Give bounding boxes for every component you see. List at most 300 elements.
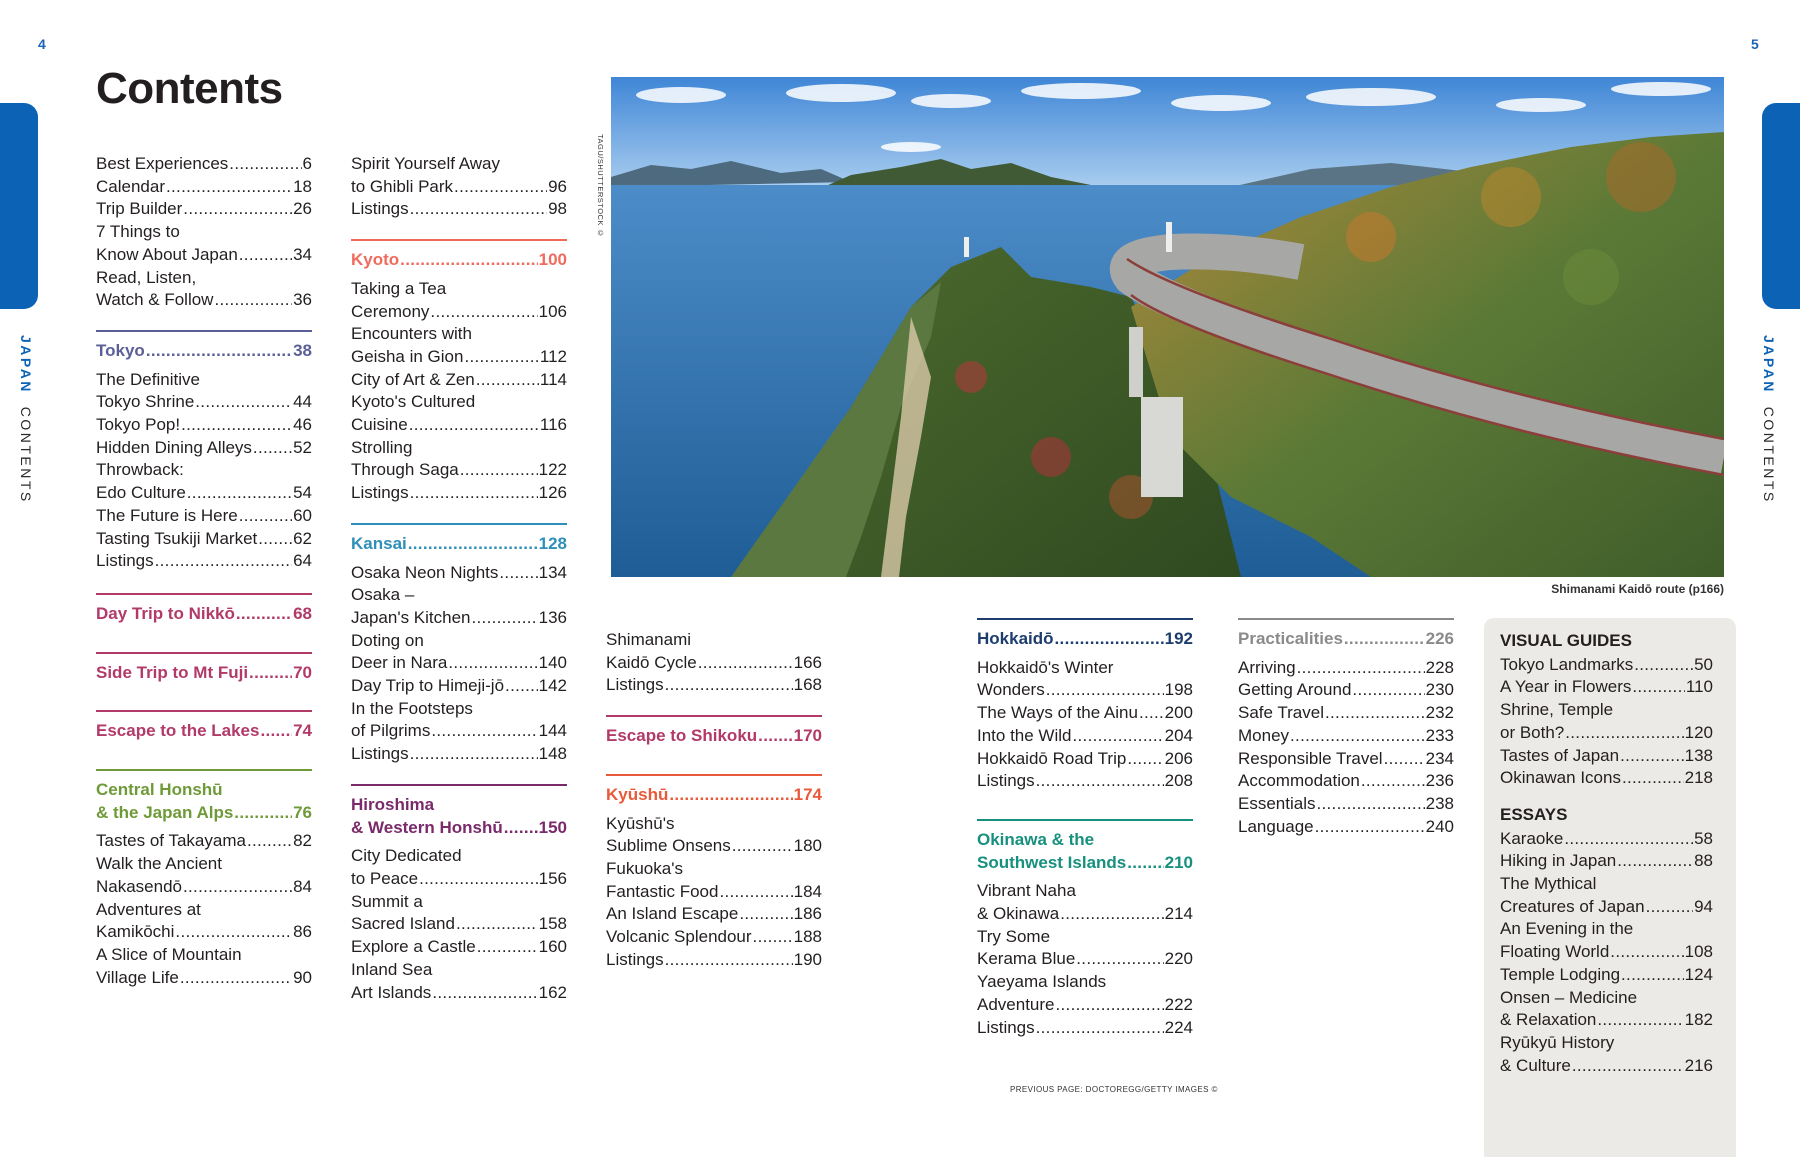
dot-leader	[1127, 852, 1163, 875]
toc-entry[interactable]	[351, 607, 567, 630]
section-item-list	[96, 369, 312, 573]
dot-leader	[430, 301, 537, 324]
toc-entry-title: Kaidō Cycle	[606, 652, 697, 672]
toc-entry[interactable]	[1500, 767, 1713, 790]
dot-leader	[1076, 948, 1163, 971]
toc-entry-page: 100	[538, 250, 567, 270]
toc-entry-page: 240	[1425, 816, 1454, 836]
toc-entry[interactable]	[1238, 702, 1454, 725]
toc-entry-title: Sacred Island	[351, 914, 455, 934]
toc-entry-title: Listings	[606, 949, 664, 969]
toc-entry-page: 180	[793, 836, 822, 856]
dot-leader	[1597, 1009, 1683, 1032]
toc-entry[interactable]	[351, 198, 567, 221]
toc-entry-page: 170	[793, 726, 822, 746]
toc-entry[interactable]	[977, 679, 1193, 702]
toc-line: Kyoto's Cultured	[351, 392, 476, 412]
dot-leader	[1352, 679, 1424, 702]
toc-entry[interactable]	[96, 482, 312, 505]
toc-entry[interactable]	[351, 982, 567, 1005]
toc-entry-page: 128	[538, 533, 567, 553]
toc-entry-page: 126	[538, 483, 567, 503]
dot-leader	[1572, 1055, 1684, 1078]
toc-entry-title: The Ways of the Ainu	[977, 703, 1138, 723]
toc-entry-title: Ceremony	[351, 301, 430, 321]
hero-photo	[611, 77, 1724, 577]
toc-entry-page: 134	[538, 562, 567, 582]
dot-leader	[454, 176, 547, 199]
toc-entry-title: Osaka Neon Nights	[351, 562, 499, 582]
section-heading[interactable]	[96, 603, 312, 626]
toc-entry-page: 44	[293, 392, 312, 412]
toc-entry[interactable]	[351, 301, 567, 324]
toc-line: Inland Sea	[351, 959, 433, 979]
toc-line: Onsen – Medicine	[1500, 987, 1638, 1007]
toc-entry[interactable]	[977, 770, 1193, 793]
dot-leader	[504, 817, 538, 840]
section-heading[interactable]	[96, 720, 312, 743]
toc-entry[interactable]	[977, 852, 1193, 875]
page-number-left: 4	[38, 36, 46, 52]
toc-entry-title: Escape to Shikoku	[606, 726, 758, 746]
toc-line: In the Footsteps	[351, 698, 473, 718]
dot-leader	[419, 868, 538, 891]
dot-leader	[187, 482, 292, 505]
toc-entry[interactable]	[351, 249, 567, 272]
toc-entry[interactable]	[96, 720, 312, 743]
toc-entry[interactable]	[96, 662, 312, 685]
toc-entry[interactable]	[977, 702, 1193, 725]
toc-line: Throwback:	[96, 460, 184, 480]
dot-leader	[1073, 725, 1164, 748]
dot-leader	[260, 720, 292, 743]
toc-line: Doting on	[351, 630, 424, 650]
toc-entry-page: 188	[793, 927, 822, 947]
section-fuji[interactable]	[96, 652, 312, 685]
toc-entry-page: 158	[538, 914, 567, 934]
dot-leader	[409, 414, 539, 437]
toc-entry[interactable]	[351, 533, 567, 556]
toc-entry[interactable]	[96, 921, 312, 944]
toc-entry-title: Safe Travel	[1238, 703, 1324, 723]
toc-entry[interactable]	[351, 720, 567, 743]
toc-entry-page: 68	[293, 603, 312, 623]
dot-leader	[258, 528, 292, 551]
toc-entry[interactable]	[351, 414, 567, 437]
toc-entry[interactable]	[96, 550, 312, 573]
toc-entry[interactable]	[96, 244, 312, 267]
toc-entry[interactable]	[1500, 941, 1713, 964]
section-heading[interactable]	[606, 725, 822, 748]
section-kansai[interactable]	[351, 523, 567, 766]
toc-entry-title: Tasting Tsukiji Market	[96, 528, 258, 548]
toc-entry-page: 234	[1425, 748, 1454, 768]
toc-entry[interactable]	[96, 391, 312, 414]
toc-entry[interactable]	[96, 153, 312, 176]
dot-leader	[1297, 657, 1425, 680]
toc-entry-page: 60	[293, 505, 312, 525]
section-okinawa[interactable]	[977, 819, 1193, 1039]
section-heading[interactable]	[96, 779, 312, 824]
toc-entry[interactable]	[96, 528, 312, 551]
toc-entry-page: 26	[293, 199, 312, 219]
toc-entry[interactable]	[351, 743, 567, 766]
dot-leader	[1564, 828, 1693, 851]
toc-entry-page: 98	[548, 199, 567, 219]
toc-entry[interactable]	[96, 289, 312, 312]
toc-entry-title: Sublime Onsens	[606, 836, 731, 856]
section-nikko[interactable]	[96, 593, 312, 626]
toc-entry-page: 198	[1164, 680, 1193, 700]
toc-entry[interactable]	[351, 346, 567, 369]
toc-entry-title: Tokyo	[96, 340, 145, 360]
dot-leader	[1316, 793, 1424, 816]
toc-entry[interactable]	[1500, 896, 1713, 919]
toc-entry-title: Okinawan Icons	[1500, 768, 1621, 788]
toc-entry-title: Day Trip to Himeji-jō	[351, 676, 505, 696]
toc-entry-title: Essentials	[1238, 793, 1316, 813]
toc-entry-page: 186	[793, 904, 822, 924]
toc-line: Shrine, Temple	[1500, 700, 1614, 720]
toc-entry[interactable]	[351, 868, 567, 891]
section-heading-line: Central Honshū	[96, 780, 223, 800]
toc-entry[interactable]	[606, 881, 822, 904]
toc-entry-title: Creatures of Japan	[1500, 896, 1645, 916]
toc-entry-title: Temple Lodging	[1500, 964, 1621, 984]
toc-entry-title: Kansai	[351, 533, 407, 553]
toc-entry[interactable]	[96, 876, 312, 899]
toc-entry[interactable]	[1500, 654, 1713, 677]
toc-entry[interactable]	[1500, 828, 1713, 851]
toc-entry[interactable]	[1238, 770, 1454, 793]
dot-leader	[1344, 628, 1425, 651]
section-item-list	[96, 830, 312, 989]
toc-entry-title: Language	[1238, 816, 1314, 836]
toc-line: City Dedicated	[351, 846, 462, 866]
section-heading[interactable]	[977, 628, 1193, 651]
side-label-country: JAPAN	[18, 335, 34, 394]
toc-entry-page: 208	[1164, 771, 1193, 791]
toc-entry[interactable]	[977, 725, 1193, 748]
toc-entry[interactable]	[606, 835, 822, 858]
toc-entry-page: 90	[293, 967, 312, 987]
dot-leader	[239, 244, 292, 267]
toc-entry-title: & Okinawa	[977, 904, 1060, 924]
toc-entry[interactable]	[606, 903, 822, 926]
toc-entry-title: Hiking in Japan	[1500, 851, 1617, 871]
side-label-left	[18, 335, 34, 504]
toc-entry-page: 233	[1425, 725, 1454, 745]
toc-line: Fukuoka's	[606, 858, 683, 878]
toc-entry-title: Fantastic Food	[606, 881, 719, 901]
toc-entry-title: to Peace	[351, 868, 419, 888]
toc-entry-title: Village Life	[96, 967, 179, 987]
toc-intro-list	[606, 629, 822, 697]
dot-leader	[195, 391, 292, 414]
toc-line: Encounters with	[351, 324, 472, 344]
toc-entry-page: 82	[293, 831, 312, 851]
toc-entry-page: 222	[1164, 994, 1193, 1014]
toc-entry-title: Best Experiences	[96, 154, 229, 173]
toc-entry[interactable]	[1500, 1009, 1713, 1032]
toc-entry[interactable]	[96, 176, 312, 199]
toc-entry[interactable]	[351, 459, 567, 482]
toc-line: 7 Things to	[96, 222, 180, 242]
toc-entry-title: & the Japan Alps	[96, 802, 234, 822]
toc-entry-title: Kyūshū	[606, 784, 669, 804]
section-heading[interactable]	[1238, 628, 1454, 651]
toc-entry[interactable]	[606, 725, 822, 748]
dot-leader	[1127, 748, 1163, 771]
section-central-honshu[interactable]	[96, 769, 312, 989]
toc-entry[interactable]	[1500, 722, 1713, 745]
section-heading[interactable]	[351, 533, 567, 556]
dot-leader	[1621, 964, 1684, 987]
toc-line: Spirit Yourself Away	[351, 154, 500, 173]
section-heading[interactable]	[351, 249, 567, 272]
dot-leader	[239, 505, 292, 528]
dot-leader	[1384, 748, 1425, 771]
dot-leader	[166, 176, 292, 199]
toc-entry-page: 166	[793, 652, 822, 672]
toc-entry-page: 58	[1694, 828, 1713, 848]
toc-entry-page: 142	[538, 676, 567, 696]
toc-entry-title: & Relaxation	[1500, 1010, 1597, 1030]
dot-leader	[431, 720, 537, 743]
side-label-country: JAPAN	[1761, 335, 1777, 394]
toc-entry-page: 122	[538, 460, 567, 480]
toc-entry-title: Kerama Blue	[977, 949, 1076, 969]
toc-entry[interactable]	[351, 652, 567, 675]
toc-entry[interactable]	[1500, 745, 1713, 768]
toc-entry-page: 84	[293, 876, 312, 896]
dot-leader	[249, 662, 292, 685]
toc-entry[interactable]	[96, 198, 312, 221]
dot-leader	[753, 926, 793, 949]
toc-entry-title: Trip Builder	[96, 199, 183, 219]
essays-heading: ESSAYS	[1500, 804, 1568, 824]
section-tokyo[interactable]	[96, 330, 312, 573]
toc-entry[interactable]	[977, 1017, 1193, 1040]
toc-entry-title: of Pilgrims	[351, 721, 431, 741]
dot-leader	[1634, 654, 1693, 677]
toc-entry-title: Calendar	[96, 176, 165, 196]
toc-entry-page: 216	[1684, 1055, 1713, 1075]
section-heading-line: Hiroshima	[351, 794, 435, 814]
toc-entry[interactable]	[606, 652, 822, 675]
toc-entry-page: 36	[293, 290, 312, 310]
toc-entry[interactable]	[1238, 748, 1454, 771]
toc-entry-title: City of Art & Zen	[351, 369, 475, 389]
dot-leader	[665, 949, 793, 972]
toc-entry-page: 88	[1694, 851, 1713, 871]
toc-entry[interactable]	[1238, 725, 1454, 748]
toc-entry-page: 18	[293, 176, 312, 196]
toc-entry-title: to Ghibli Park	[351, 176, 454, 196]
toc-entry[interactable]	[351, 562, 567, 585]
toc-entry[interactable]	[96, 802, 312, 825]
toc-entry-page: 94	[1694, 896, 1713, 916]
toc-line: Taking a Tea	[351, 278, 447, 298]
toc-entry[interactable]	[606, 949, 822, 972]
toc-entry[interactable]	[351, 369, 567, 392]
toc-entry-page: 218	[1684, 768, 1713, 788]
dot-leader	[181, 414, 292, 437]
toc-entry[interactable]	[96, 505, 312, 528]
toc-entry[interactable]	[977, 948, 1193, 971]
section-heading[interactable]	[606, 784, 822, 807]
toc-entry[interactable]	[606, 926, 822, 949]
toc-entry-page: 34	[293, 244, 312, 264]
section-item-list	[351, 845, 567, 1004]
toc-entry-page: 38	[293, 340, 312, 360]
toc-entry[interactable]	[351, 675, 567, 698]
toc-entry-title: Floating World	[1500, 942, 1610, 962]
toc-line: Summit a	[351, 891, 423, 911]
toc-column-4	[977, 618, 1193, 1039]
section-practicalities[interactable]	[1238, 618, 1454, 838]
dot-leader	[472, 607, 538, 630]
toc-entry[interactable]	[351, 817, 567, 840]
toc-line: Osaka –	[351, 585, 415, 605]
toc-entry[interactable]	[1238, 679, 1454, 702]
toc-line: Read, Listen,	[96, 267, 197, 287]
toc-entry-page: 116	[539, 415, 567, 435]
toc-entry-title: Listings	[351, 483, 409, 503]
dot-leader	[669, 784, 792, 807]
toc-entry[interactable]	[606, 674, 822, 697]
toc-entry-title: Edo Culture	[96, 483, 186, 503]
section-heading[interactable]	[96, 662, 312, 685]
dot-leader	[1139, 702, 1164, 725]
toc-line: Hokkaidō's Winter	[977, 657, 1114, 677]
photo-credit-bottom: PREVIOUS PAGE: DOCTOREGG/GETTY IMAGES ©	[1010, 1085, 1218, 1094]
toc-entry[interactable]	[351, 936, 567, 959]
toc-entry-title: Listings	[977, 771, 1035, 791]
toc-entry[interactable]	[1500, 850, 1713, 873]
section-item-list	[977, 880, 1193, 1039]
toc-entry-title: Tastes of Japan	[1500, 745, 1620, 765]
toc-entry-title: & Culture	[1500, 1055, 1571, 1075]
side-tab-left	[0, 103, 38, 309]
toc-entry-title: Geisha in Gion	[351, 346, 464, 366]
dot-leader	[234, 802, 292, 825]
dot-leader	[1622, 767, 1684, 790]
toc-entry-page: 86	[293, 922, 312, 942]
dot-leader	[1617, 850, 1693, 873]
toc-entry-title: Deer in Nara	[351, 653, 448, 673]
toc-entry[interactable]	[351, 913, 567, 936]
toc-entry-title: Getting Around	[1238, 680, 1352, 700]
section-lakes[interactable]	[96, 710, 312, 743]
toc-entry[interactable]	[1238, 628, 1454, 651]
photo-caption: Shimanami Kaidō route (p166)	[1551, 582, 1724, 596]
toc-entry[interactable]	[1500, 1055, 1713, 1078]
dot-leader	[665, 674, 793, 697]
toc-entry-title: Arriving	[1238, 657, 1296, 677]
toc-entry-title: Japan's Kitchen	[351, 607, 471, 627]
section-item-list	[1238, 657, 1454, 839]
section-kyushu[interactable]	[606, 774, 822, 972]
section-shikoku[interactable]	[606, 715, 822, 748]
toc-entry[interactable]	[606, 784, 822, 807]
visual-guides-heading: VISUAL GUIDES	[1500, 631, 1632, 650]
shimanami-bridge-illustration	[611, 77, 1724, 577]
section-hokkaido[interactable]	[977, 618, 1193, 793]
toc-entry-title: Volcanic Splendour	[606, 927, 752, 947]
toc-entry-title: Hokkaidō	[977, 629, 1054, 648]
toc-entry-title: Explore a Castle	[351, 937, 476, 957]
dot-leader	[499, 562, 537, 585]
toc-entry[interactable]	[977, 628, 1193, 651]
toc-entry-page: 148	[538, 744, 567, 764]
dot-leader	[146, 340, 292, 363]
toc-entry[interactable]	[96, 437, 312, 460]
toc-entry[interactable]	[977, 748, 1193, 771]
toc-entry[interactable]	[96, 967, 312, 990]
toc-entry-title: Listings	[96, 551, 154, 571]
toc-entry[interactable]	[96, 830, 312, 853]
toc-entry-page: 220	[1164, 949, 1193, 969]
toc-entry-title: Practicalities	[1238, 629, 1343, 648]
dot-leader	[400, 249, 537, 272]
toc-entry-page: 52	[293, 437, 312, 457]
toc-entry[interactable]	[1500, 676, 1713, 699]
section-heading[interactable]	[977, 829, 1193, 874]
page-title: Contents	[96, 64, 283, 113]
dot-leader	[229, 153, 301, 176]
toc-entry-page: 136	[538, 607, 567, 627]
toc-entry-page: 232	[1425, 703, 1454, 723]
section-hiroshima[interactable]	[351, 784, 567, 1004]
dot-leader	[155, 550, 292, 573]
toc-entry[interactable]	[1238, 657, 1454, 680]
toc-entry[interactable]	[1500, 964, 1713, 987]
toc-entry-title: Wonders	[977, 680, 1045, 700]
section-item-list	[606, 813, 822, 972]
toc-entry-page: 110	[1685, 677, 1713, 697]
toc-entry-title: Tokyo Landmarks	[1500, 654, 1634, 674]
toc-entry[interactable]	[977, 903, 1193, 926]
dot-leader	[236, 603, 292, 626]
toc-entry-page: 150	[538, 817, 567, 837]
toc-entry-title: Side Trip to Mt Fuji	[96, 662, 249, 682]
toc-entry[interactable]	[96, 340, 312, 363]
toc-entry[interactable]	[96, 414, 312, 437]
toc-line: Shimanami	[606, 630, 692, 649]
toc-entry-title: Day Trip to Nikkō	[96, 603, 235, 623]
dot-leader	[758, 725, 792, 748]
toc-entry[interactable]	[1238, 793, 1454, 816]
page-number-right: 5	[1751, 36, 1759, 52]
dot-leader	[175, 921, 292, 944]
section-item-list	[351, 562, 567, 766]
toc-entry-page: 162	[538, 982, 567, 1002]
toc-entry-title: Southwest Islands	[977, 852, 1127, 872]
toc-entry[interactable]	[1238, 816, 1454, 839]
toc-entry[interactable]	[977, 994, 1193, 1017]
toc-entry[interactable]	[351, 176, 567, 199]
dot-leader	[1046, 679, 1164, 702]
toc-entry-page: 226	[1425, 629, 1454, 648]
toc-entry-page: 120	[1684, 722, 1713, 742]
section-kyoto[interactable]	[351, 239, 567, 505]
toc-entry[interactable]	[351, 482, 567, 505]
toc-line: Yaeyama Islands	[977, 972, 1107, 992]
section-heading[interactable]	[351, 794, 567, 839]
section-heading[interactable]	[96, 340, 312, 363]
toc-entry[interactable]	[96, 603, 312, 626]
